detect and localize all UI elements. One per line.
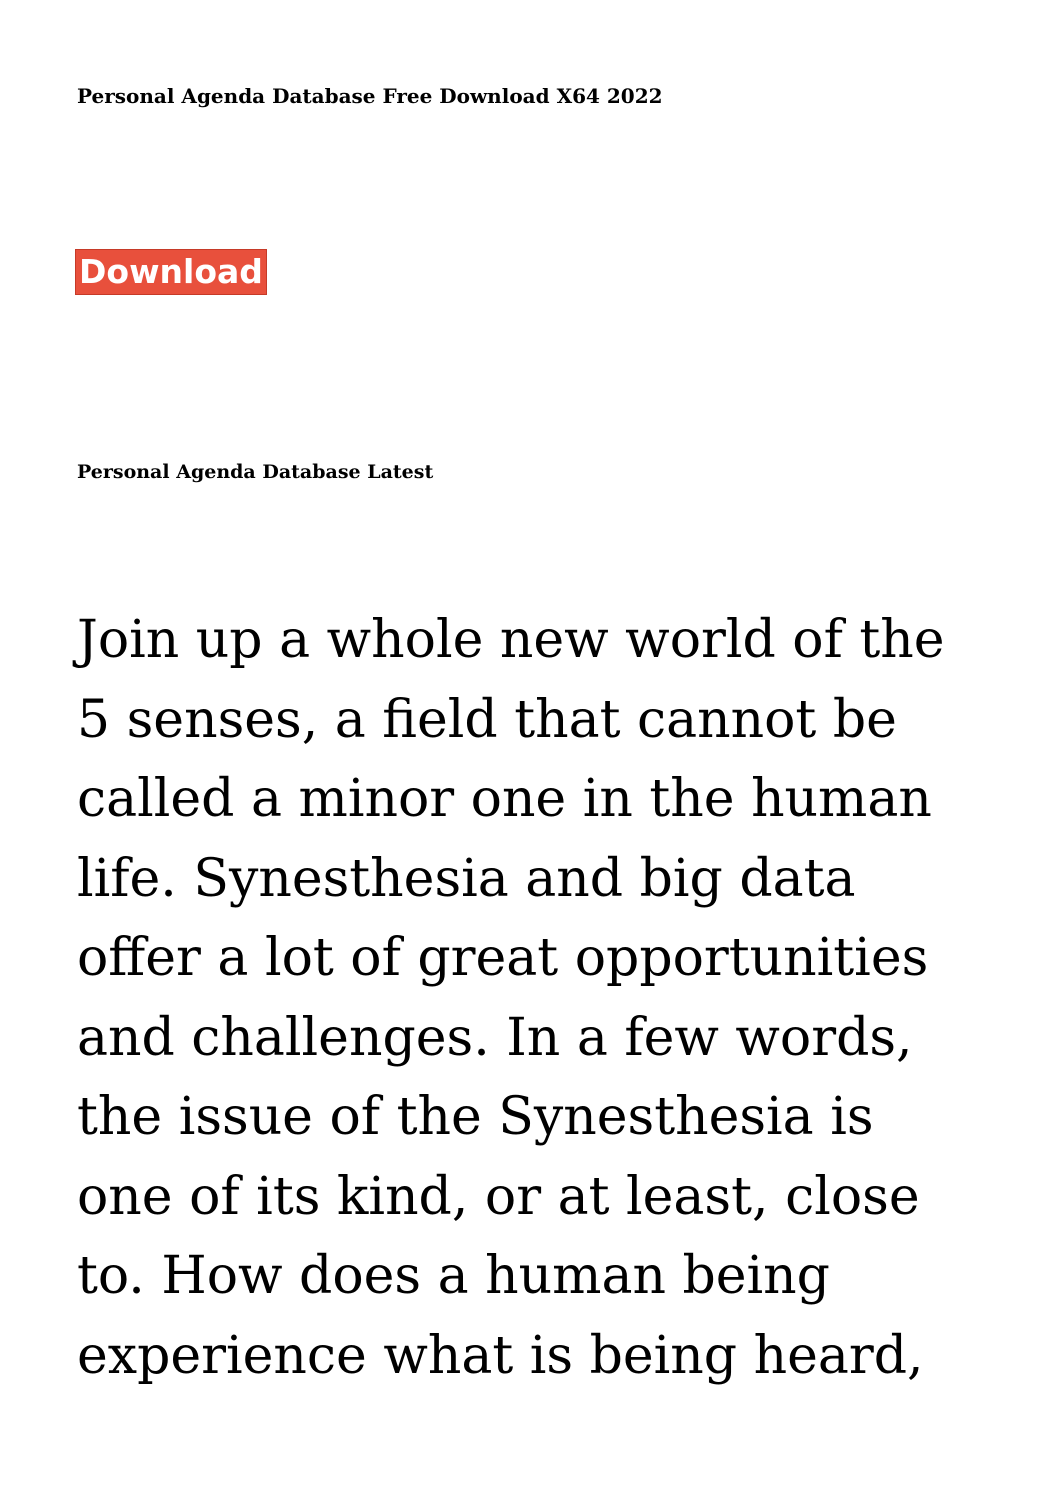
body-line: experience what is being heard, xyxy=(77,1325,924,1386)
body-line: one of its kind, or at least, close xyxy=(77,1166,920,1227)
body-line: to. How does a human being xyxy=(77,1246,830,1306)
body-line: 5 senses, a field that cannot be xyxy=(77,689,897,750)
body-paragraph xyxy=(77,601,1007,1396)
body-line: offer a lot of great opportunities xyxy=(77,928,929,988)
download-button[interactable]: Download xyxy=(75,249,267,295)
section-heading: Personal Agenda Database Latest xyxy=(77,461,434,483)
body-line: and challenges. In a few words, xyxy=(77,1007,913,1068)
body-line: life. Synesthesia and big data xyxy=(77,848,856,909)
body-line: Join up a whole new world of the xyxy=(77,610,945,670)
body-line: the issue of the Synesthesia is xyxy=(77,1087,874,1147)
body-line: called a minor one in the human xyxy=(77,769,932,829)
document-title: Personal Agenda Database Free Download X64 2022 xyxy=(77,84,663,108)
